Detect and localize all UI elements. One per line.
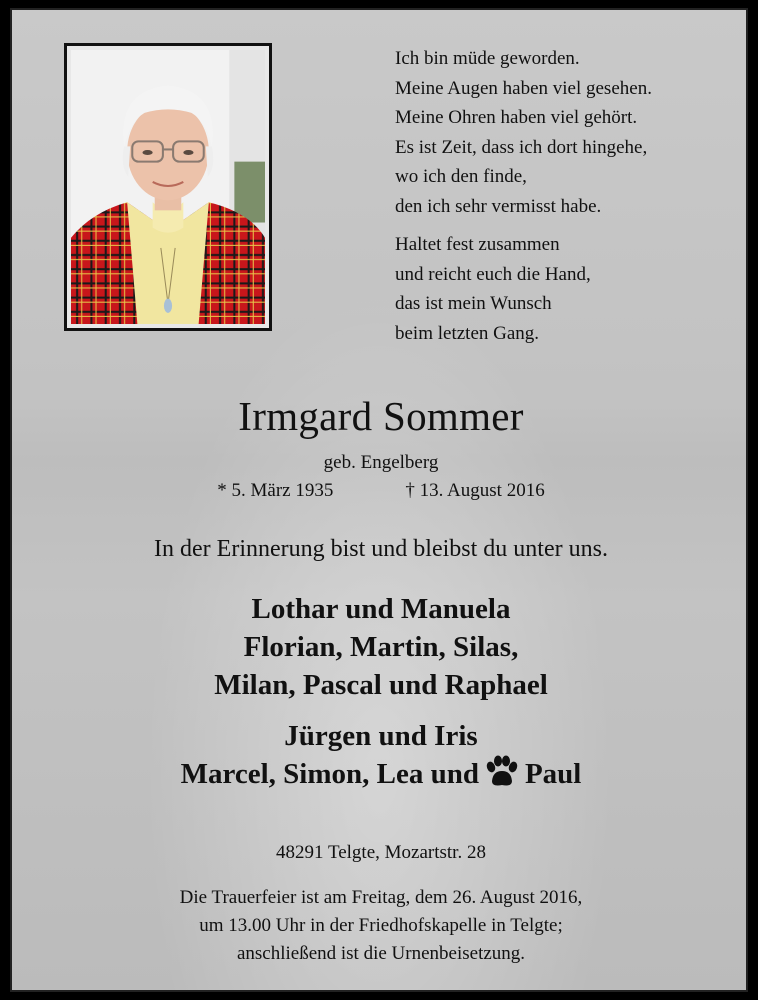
poem-line: beim letzten Gang. <box>395 322 540 344</box>
paw-icon <box>483 755 519 799</box>
birth-date: * 5. März 1935 <box>217 480 334 501</box>
ceremony-line: anschließend ist die Urnenbeisetzung. <box>236 943 526 964</box>
poem-line: das ist mein Wunsch <box>395 293 552 314</box>
pet-name: Paul <box>524 758 582 790</box>
ceremony-line: um 13.00 Uhr in der Friedhofskapelle in Telgte; <box>199 915 563 936</box>
poem-stanza-1 <box>395 44 735 221</box>
ceremony-line: Die Trauerfeier ist am Freitag, dem 26. August 2016, <box>179 887 583 908</box>
poem-line: wo ich den finde, <box>395 166 527 187</box>
family-line: Jürgen und Iris <box>284 720 478 752</box>
poem-line: Haltet fest zusammen <box>395 234 560 255</box>
family-line-with-pet <box>12 755 750 799</box>
life-dates <box>12 480 750 502</box>
portrait-photo <box>67 46 269 328</box>
deceased-name: Irmgard Sommer <box>238 393 524 439</box>
poem-line: den ich sehr vermisst habe. <box>395 195 602 217</box>
obituary-card <box>10 8 748 992</box>
poem <box>395 44 735 348</box>
family-names: Marcel, Simon, Lea und <box>180 758 479 790</box>
poem-line: Meine Augen haben viel gesehen. <box>395 77 652 99</box>
ceremony-info <box>12 884 750 968</box>
portrait-illustration <box>71 50 265 324</box>
family-line: Milan, Pascal und Raphael <box>214 669 548 701</box>
family-group-2 <box>12 717 750 799</box>
address: 48291 Telgte, Mozartstr. 28 <box>276 842 486 863</box>
maiden-name: geb. Engelberg <box>323 452 439 473</box>
family-group-1 <box>12 590 750 704</box>
death-date: † 13. August 2016 <box>405 480 545 501</box>
poem-line: und reicht euch die Hand, <box>395 263 591 285</box>
portrait-photo-frame <box>64 43 272 331</box>
poem-line: Ich bin müde geworden. <box>395 48 580 69</box>
memory-line: In der Erinnerung bist und bleibst du unter uns. <box>154 536 608 562</box>
family-line: Lothar und Manuela <box>251 593 511 625</box>
poem-stanza-2 <box>395 230 735 348</box>
family-line: Florian, Martin, Silas, <box>243 631 519 663</box>
poem-line: Meine Ohren haben viel gehört. <box>395 107 638 128</box>
poem-line: Es ist Zeit, dass ich dort hingehe, <box>395 136 648 158</box>
